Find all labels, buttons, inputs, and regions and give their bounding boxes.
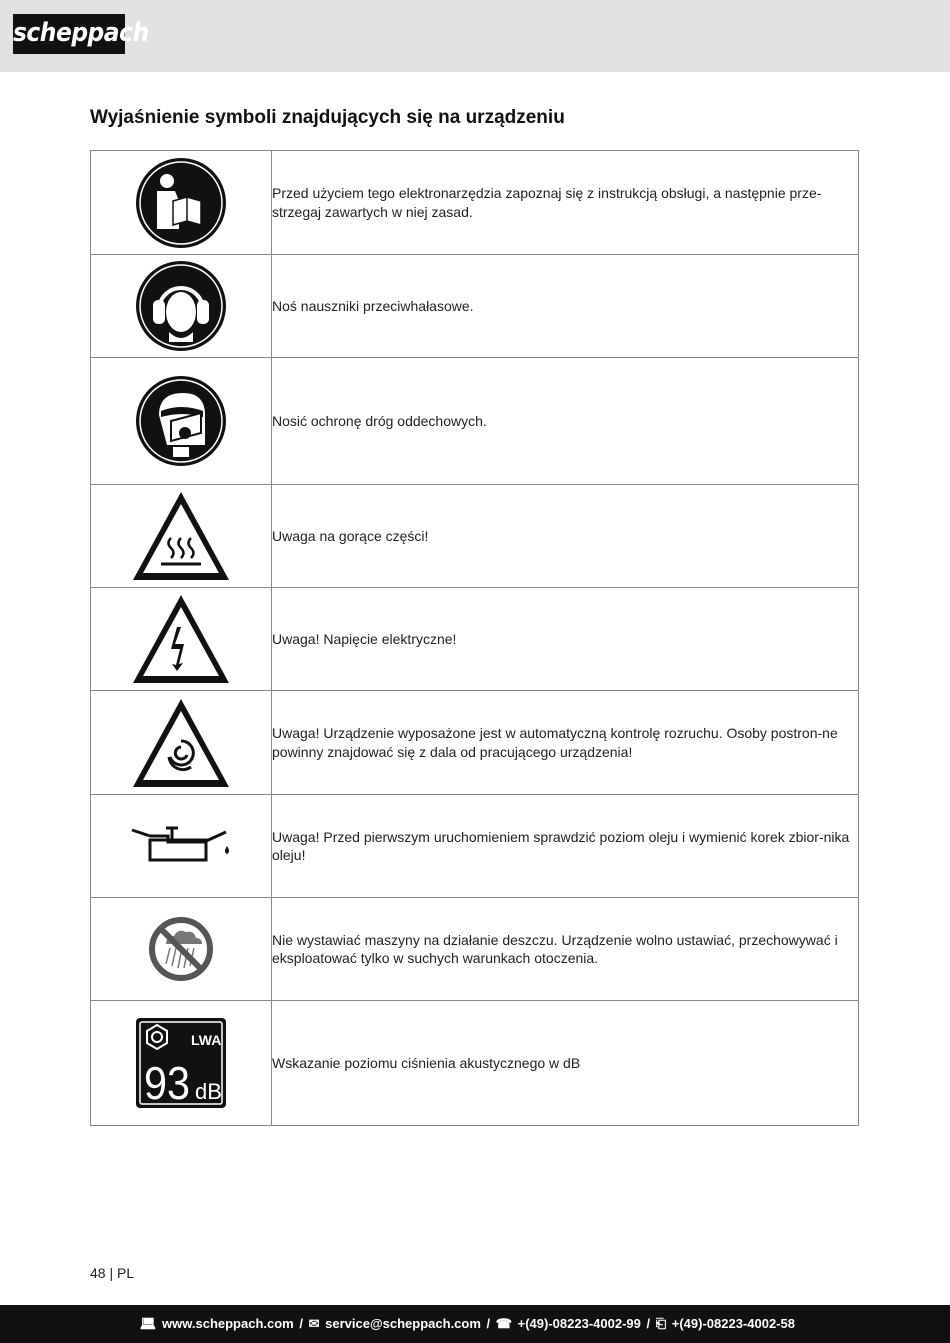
symbol-description: Uwaga! Przed pierwszym uruchomieniem sprawdzić poziom oleju i wymienić korek zbior-nika oleju! (272, 795, 859, 898)
icon-cell (91, 691, 272, 795)
sound-power-value-text: 93 (144, 1057, 190, 1109)
footer-email[interactable]: service@scheppach.com (325, 1316, 481, 1331)
page-header (0, 0, 950, 72)
icon-cell (91, 485, 272, 588)
footer-separator: / (486, 1316, 491, 1331)
no-rain-icon (148, 916, 214, 982)
symbol-description: Uwaga na gorące części! (272, 485, 859, 588)
page-title: Wyjaśnienie symboli znajdujących się na urządzeniu (90, 107, 565, 128)
sound-power-lwa-text: LWA (191, 1032, 222, 1048)
symbol-description: Uwaga! Napięcie elektryczne! (272, 588, 859, 691)
icon-cell (91, 1001, 272, 1126)
automatic-start-warning-icon (131, 697, 231, 789)
email-icon: ✉ (308, 1316, 320, 1331)
fax-icon: ⎗ (655, 1316, 667, 1331)
table-row (91, 1001, 859, 1126)
symbol-description: Uwaga! Urządzenie wyposażone jest w automatyczną kontrolę rozruchu. Osoby postron-ne powinny znajdować się z dala od pracującego urządzenia! (272, 691, 859, 795)
icon-cell (91, 588, 272, 691)
footer-website[interactable]: www.scheppach.com (162, 1316, 294, 1331)
page-language: PL (117, 1265, 135, 1281)
sound-power-unit-text: dB (195, 1079, 222, 1104)
page-number-separator: | (109, 1265, 114, 1281)
icon-cell (91, 358, 272, 485)
footer-phone: +(49)-08223-4002-99 (517, 1316, 641, 1331)
footer-contact-line (139, 1316, 796, 1332)
table-row (91, 898, 859, 1001)
page-footer (0, 1305, 950, 1343)
hot-surface-warning-icon (131, 490, 231, 582)
table-row (91, 795, 859, 898)
respiratory-protection-icon (135, 375, 227, 467)
table-row (91, 151, 859, 255)
computer-icon: 💻︎ (139, 1316, 157, 1331)
symbol-description: Nosić ochronę dróg oddechowych. (272, 358, 859, 485)
sound-power-label-icon (135, 1017, 227, 1109)
symbol-description: Przed użyciem tego elektronarzędzia zapoznaj się z instrukcją obsługi, a następnie prze-strzegaj zawartych w niej zasad. (272, 151, 859, 255)
footer-separator: / (646, 1316, 651, 1331)
symbol-description: Noś nauszniki przeciwhałasowe. (272, 255, 859, 358)
ear-protection-icon (135, 260, 227, 352)
table-row (91, 691, 859, 795)
oil-can-icon (130, 826, 232, 866)
icon-cell (91, 898, 272, 1001)
electric-voltage-warning-icon (131, 593, 231, 685)
footer-fax: +(49)-08223-4002-58 (671, 1316, 795, 1331)
symbol-description: Wskazanie poziomu ciśnienia akustycznego w dB (272, 1001, 859, 1126)
footer-separator: / (299, 1316, 303, 1331)
read-manual-icon (135, 157, 227, 249)
table-row (91, 358, 859, 485)
page-number-value: 48 (90, 1265, 106, 1281)
phone-icon: ☎ (495, 1316, 512, 1331)
icon-cell (91, 255, 272, 358)
icon-cell (91, 151, 272, 255)
symbol-description: Nie wystawiać maszyny na działanie deszczu. Urządzenie wolno ustawiać, przechowywać i eksploatować tylko w suchych warunkach otoczenia. (272, 898, 859, 1001)
icon-cell (91, 795, 272, 898)
symbols-table (90, 150, 859, 1126)
scheppach-logo: scheppach (13, 14, 125, 54)
page-number (90, 1265, 134, 1281)
table-row (91, 255, 859, 358)
table-row (91, 588, 859, 691)
table-row (91, 485, 859, 588)
